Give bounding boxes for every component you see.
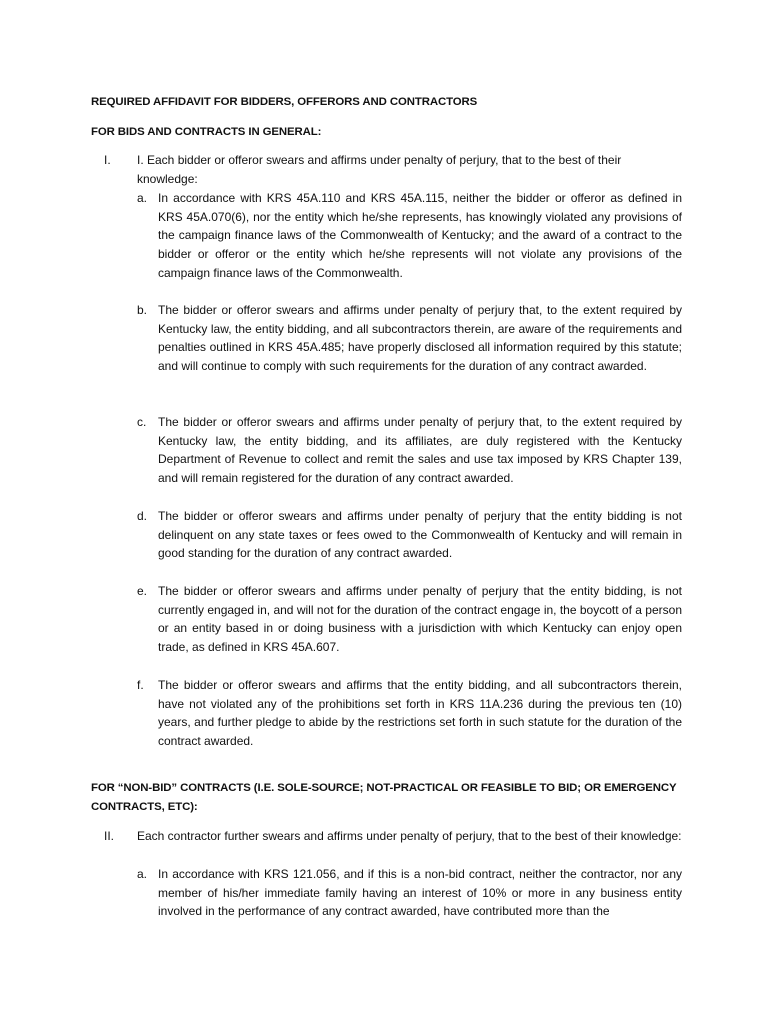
section-intro-general: I. Each bidder or offeror swears and affirms under penalty of perjury, that to the best of their knowledge: — [137, 153, 622, 186]
list-item — [137, 413, 682, 488]
list-item-letter: a. — [137, 191, 148, 205]
list-item-letter: c. — [137, 415, 147, 429]
list-item — [137, 301, 682, 376]
list-item-text: The bidder or offeror swears and affirms under penalty of perjury that the entity bidding, is not currently engaged in, and will not for the duration of the contract engage in, the boycott of a person or an entity based in or doing business with a jurisdiction with which Kentucky can enjoy open trade, as defined in KRS 45A.607. — [158, 584, 682, 655]
list-item-letter: b. — [137, 303, 148, 317]
list-item-text: The bidder or offeror swears and affirms under penalty of perjury that the entity bidding is not delinquent on any state taxes or fees owed to the Commonwealth of Kentucky and will remain in good standing for the duration of any contract awarded. — [158, 509, 682, 561]
list-item — [137, 865, 682, 921]
section-heading-general: FOR BIDS AND CONTRACTS IN GENERAL: — [91, 126, 322, 138]
list-item — [137, 582, 682, 657]
list-item — [137, 676, 682, 751]
list-item-letter: e. — [137, 584, 148, 598]
section-intro-non-bid: Each contractor further swears and affirms under penalty of perjury, that to the best of their knowledge: — [137, 829, 682, 843]
section-numeral-ii: II. — [104, 829, 115, 843]
list-item-text: The bidder or offeror swears and affirms under penalty of perjury that, to the extent required by Kentucky law, the entity bidding, and its affiliates, are duly registered with the Kentucky Department of Revenue to collect and remit the sales and use tax imposed by KRS Chapter 139, and will remain registered for the duration of any contract awarded. — [158, 415, 682, 486]
list-item-letter: f. — [137, 678, 144, 692]
document-title: REQUIRED AFFIDAVIT FOR BIDDERS, OFFERORS AND CONTRACTORS — [91, 96, 478, 108]
list-item — [137, 189, 682, 283]
list-item-letter: a. — [137, 867, 148, 881]
list-item-text: The bidder or offeror swears and affirms that the entity bidding, and all subcontractors therein, have not violated any of the prohibitions set forth in KRS 11A.236 during the previous ten (10) years, and further pledge to abide by the restrictions set forth in such statute for the duration of the contract awarded. — [158, 678, 682, 749]
section-numeral-i: I. — [104, 153, 111, 167]
section-heading-non-bid: FOR “NON-BID” CONTRACTS (I.E. SOLE-SOURCE; NOT-PRACTICAL OR FEASIBLE TO BID; OR EMERGENCY CONTRACTS, ETC): — [91, 782, 677, 813]
list-item-text: In accordance with KRS 45A.110 and KRS 45A.115, neither the bidder or offeror as defined in KRS 45A.070(6), nor the entity which he/she represents, has knowingly violated any provisions of the campaign finance laws of the Commonwealth of Kentucky; and the award of a contract to the bidder or offeror or the entity which he/she represents will not violate any provisions of the campaign finance laws of the Commonwealth. — [158, 191, 682, 280]
list-item — [137, 507, 682, 563]
list-item-text: In accordance with KRS 121.056, and if this is a non-bid contract, neither the contractor, nor any member of his/her immediate family having an interest of 10% or more in any business entity involved in the performance of any contract awarded, have contributed more than the — [158, 867, 682, 919]
list-item-text: The bidder or offeror swears and affirms under penalty of perjury that, to the extent required by Kentucky law, the entity bidding, and all subcontractors therein, are aware of the requirements and penalties outlined in KRS 45A.485; have properly disclosed all information required by this statute; and will continue to comply with such requirements for the duration of any contract awarded. — [158, 303, 682, 374]
list-item-letter: d. — [137, 509, 148, 523]
